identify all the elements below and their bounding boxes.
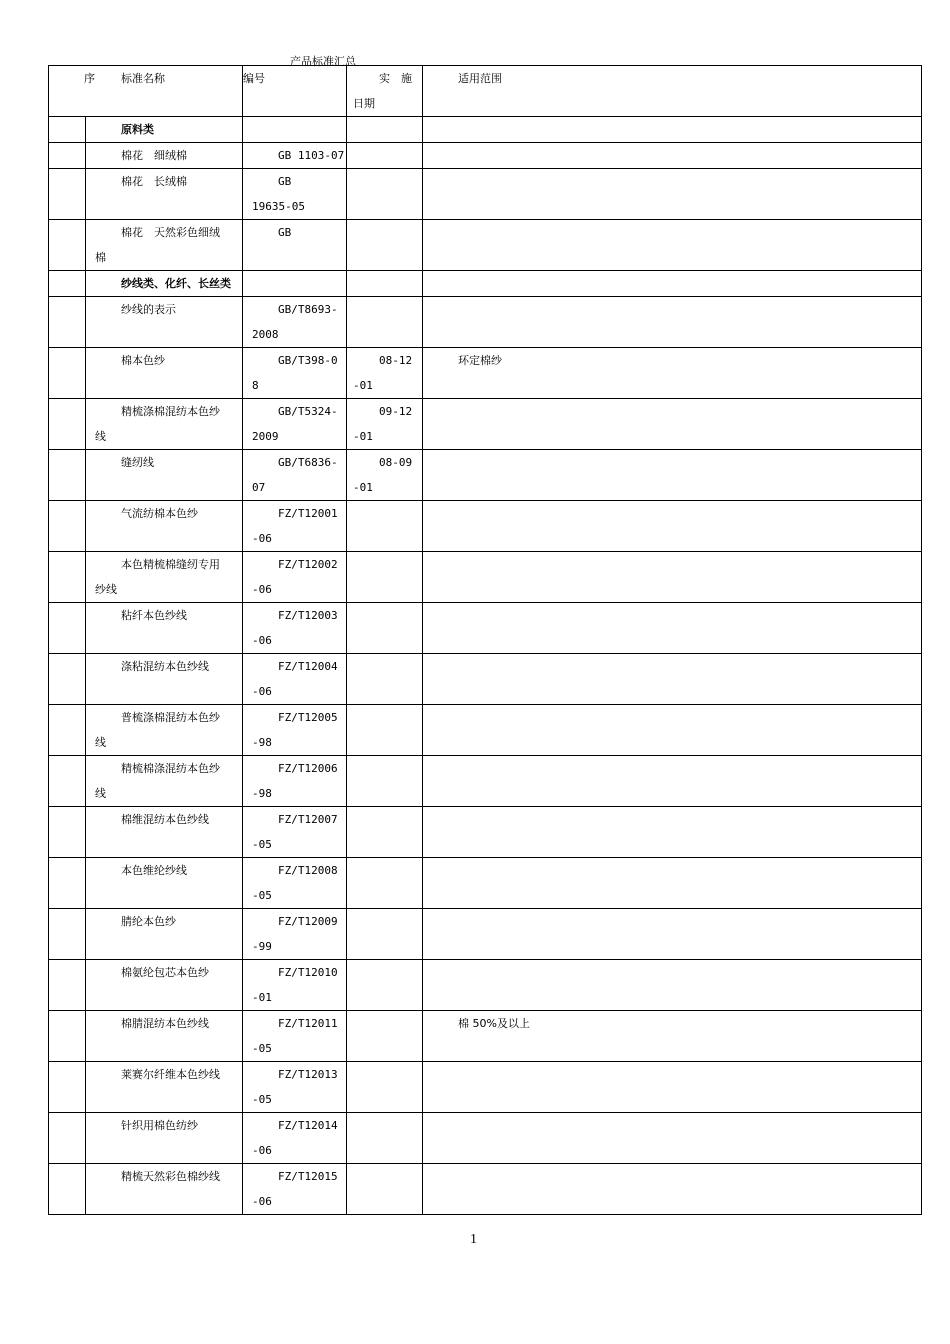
scope	[423, 169, 922, 220]
scope	[423, 705, 922, 756]
standard-name: 本色维纶纱线	[86, 858, 243, 909]
date-cell	[347, 117, 423, 143]
header-code: 编号	[243, 66, 347, 117]
standard-name: 缝纫线	[86, 450, 243, 501]
table-row	[49, 960, 922, 1011]
line-2: 2008	[252, 328, 279, 341]
table-row	[49, 169, 922, 220]
line-2: 线	[95, 736, 106, 749]
line-1: FZ/T12004	[278, 660, 338, 673]
line-2: -06	[252, 634, 272, 647]
scope	[423, 909, 922, 960]
scope	[423, 450, 922, 501]
line-2: -98	[252, 736, 272, 749]
line-1: 棉花 天然彩色细绒	[121, 226, 220, 239]
table-row	[49, 756, 922, 807]
seq-cell	[49, 450, 86, 501]
seq-cell	[49, 654, 86, 705]
seq-cell	[49, 807, 86, 858]
seq-cell	[49, 220, 86, 271]
table-row	[49, 807, 922, 858]
table-row	[49, 1164, 922, 1215]
table-row	[49, 909, 922, 960]
standard-name: 纱线的表示	[86, 297, 243, 348]
line-1: 精梳棉涤混纺本色纱	[121, 762, 220, 775]
table-row	[49, 552, 922, 603]
table-row	[49, 501, 922, 552]
scope	[423, 1164, 922, 1215]
line-2: -05	[252, 838, 272, 851]
line-1: FZ/T12006	[278, 762, 338, 775]
line-1: FZ/T12002	[278, 558, 338, 571]
effective-date	[347, 807, 423, 858]
effective-date	[347, 399, 423, 450]
scope	[423, 220, 922, 271]
standard-name	[86, 399, 243, 450]
header-date-line1: 实 施	[379, 72, 412, 85]
line-1: FZ/T12008	[278, 864, 338, 877]
standard-name: 气流纺棉本色纱	[86, 501, 243, 552]
line-1: FZ/T12015	[278, 1170, 338, 1183]
standard-code	[243, 858, 347, 909]
seq-cell	[49, 960, 86, 1011]
seq-cell	[49, 1062, 86, 1113]
seq-cell	[49, 858, 86, 909]
line-1: GB/T5324-	[278, 405, 338, 418]
table-row	[49, 705, 922, 756]
standard-name: 棉氨纶包芯本色纱	[86, 960, 243, 1011]
standard-name: 棉花 细绒棉	[86, 143, 243, 169]
standard-name	[86, 552, 243, 603]
scope	[423, 552, 922, 603]
standard-name: 棉维混纺本色纱线	[86, 807, 243, 858]
line-2: -05	[252, 1042, 272, 1055]
standard-name	[86, 756, 243, 807]
header-name-cell	[49, 66, 243, 117]
scope	[423, 756, 922, 807]
line-1: 精梳涤棉混纺本色纱	[121, 405, 220, 418]
seq-cell	[49, 1164, 86, 1215]
standard-name: 棉腈混纺本色纱线	[86, 1011, 243, 1062]
line-2: 纱线	[95, 583, 117, 596]
document-title: 产品标准汇总	[290, 55, 356, 68]
line-2: -01	[252, 991, 272, 1004]
scope	[423, 501, 922, 552]
scope	[423, 858, 922, 909]
effective-date	[347, 960, 423, 1011]
line-2: 线	[95, 430, 106, 443]
line-2: 2009	[252, 430, 279, 443]
table-row	[49, 1011, 922, 1062]
table-row	[49, 348, 922, 399]
table-row	[49, 220, 922, 271]
line-1: 08-09	[379, 456, 413, 469]
seq-cell	[49, 603, 86, 654]
table-row	[49, 1113, 922, 1164]
standard-name: 精梳天然彩色棉纱线	[86, 1164, 243, 1215]
line-2: -01	[353, 430, 373, 443]
standard-code	[243, 297, 347, 348]
standard-name	[86, 705, 243, 756]
table-row	[49, 858, 922, 909]
standard-code	[243, 501, 347, 552]
line-1: 普梳涤棉混纺本色纱	[121, 711, 220, 724]
seq-cell	[49, 1011, 86, 1062]
standard-name: 莱赛尔纤维本色纱线	[86, 1062, 243, 1113]
standard-code	[243, 1113, 347, 1164]
header-scope: 适用范围	[423, 66, 922, 117]
line-2: -06	[252, 685, 272, 698]
table-row	[49, 143, 922, 169]
scope	[423, 297, 922, 348]
line-1: GB	[278, 175, 292, 188]
standard-code	[243, 654, 347, 705]
standard-code	[243, 705, 347, 756]
line-2: -01	[353, 481, 373, 494]
effective-date	[347, 1011, 423, 1062]
section-heading: 原料类	[86, 117, 243, 143]
seq-cell	[49, 501, 86, 552]
effective-date	[347, 450, 423, 501]
line-2: -06	[252, 532, 272, 545]
header-date	[347, 66, 423, 117]
line-2: 线	[95, 787, 106, 800]
standard-name: 涤粘混纺本色纱线	[86, 654, 243, 705]
scope: 环定棉纱	[423, 348, 922, 399]
line-1: FZ/T12005	[278, 711, 338, 724]
table-row	[49, 603, 922, 654]
date-cell	[347, 271, 423, 297]
line-1: GB/T8693-	[278, 303, 338, 316]
standard-code: GB 1103-07	[243, 143, 347, 169]
table-row	[49, 399, 922, 450]
seq-cell	[49, 756, 86, 807]
scope	[423, 654, 922, 705]
seq-cell	[49, 169, 86, 220]
header-name: 标准名称	[121, 72, 165, 85]
line-1: GB/T6836-	[278, 456, 338, 469]
line-1: FZ/T12007	[278, 813, 338, 826]
standard-code	[243, 1164, 347, 1215]
line-1: 本色精梳棉缝纫专用	[121, 558, 220, 571]
standard-code	[243, 807, 347, 858]
line-1: FZ/T12011	[278, 1017, 338, 1030]
scope	[423, 1062, 922, 1113]
line-1: 08-12	[379, 354, 413, 367]
code-cell	[243, 117, 347, 143]
standard-name: 棉花 长绒棉	[86, 169, 243, 220]
line-2: 8	[252, 379, 259, 392]
page-number: 1	[470, 1232, 477, 1247]
standards-table	[48, 65, 922, 1215]
standard-name: 针织用棉色纺纱	[86, 1113, 243, 1164]
standard-name: 粘纤本色纱线	[86, 603, 243, 654]
line-2: -98	[252, 787, 272, 800]
section-heading: 纱线类、化纤、长丝类	[86, 271, 243, 297]
scope	[423, 603, 922, 654]
effective-date	[347, 169, 423, 220]
line-1: 09-12	[379, 405, 413, 418]
seq-cell	[49, 909, 86, 960]
line-2: 07	[252, 481, 266, 494]
standard-code	[243, 960, 347, 1011]
scope	[423, 807, 922, 858]
seq-cell	[49, 271, 86, 297]
standard-code	[243, 909, 347, 960]
code-cell	[243, 271, 347, 297]
line-1: FZ/T12010	[278, 966, 338, 979]
effective-date	[347, 501, 423, 552]
effective-date	[347, 297, 423, 348]
seq-cell	[49, 348, 86, 399]
seq-cell	[49, 143, 86, 169]
line-1: GB/T398-0	[278, 354, 338, 367]
scope-cell	[423, 117, 922, 143]
seq-cell	[49, 552, 86, 603]
standard-name: 棉本色纱	[86, 348, 243, 399]
effective-date	[347, 909, 423, 960]
table-row	[49, 297, 922, 348]
effective-date	[347, 348, 423, 399]
line-2: -05	[252, 1093, 272, 1106]
line-1: FZ/T12013	[278, 1068, 338, 1081]
table-row	[49, 1062, 922, 1113]
seq-cell	[49, 1113, 86, 1164]
effective-date	[347, 756, 423, 807]
effective-date	[347, 705, 423, 756]
seq-cell	[49, 297, 86, 348]
line-1: FZ/T12014	[278, 1119, 338, 1132]
line-2: 棉	[95, 251, 106, 264]
effective-date	[347, 603, 423, 654]
line-2: -99	[252, 940, 272, 953]
effective-date	[347, 1113, 423, 1164]
scope-cell	[423, 271, 922, 297]
standard-name	[86, 220, 243, 271]
header-seq: 序	[84, 72, 95, 85]
standard-code: GB	[243, 220, 347, 271]
scope	[423, 399, 922, 450]
standard-code	[243, 169, 347, 220]
standard-name: 腈纶本色纱	[86, 909, 243, 960]
scope	[423, 1113, 922, 1164]
line-2: -06	[252, 583, 272, 596]
header-row	[49, 66, 922, 117]
line-2: -01	[353, 379, 373, 392]
line-2: 19635-05	[252, 200, 305, 213]
effective-date	[347, 552, 423, 603]
effective-date	[347, 220, 423, 271]
line-2: -06	[252, 1144, 272, 1157]
effective-date	[347, 1164, 423, 1215]
standard-code	[243, 603, 347, 654]
section-row	[49, 271, 922, 297]
line-1: FZ/T12001	[278, 507, 338, 520]
standard-code	[243, 399, 347, 450]
scope	[423, 960, 922, 1011]
standard-code	[243, 1011, 347, 1062]
seq-cell	[49, 705, 86, 756]
seq-cell	[49, 117, 86, 143]
standard-code	[243, 450, 347, 501]
standard-code	[243, 552, 347, 603]
standard-code	[243, 348, 347, 399]
table-row	[49, 450, 922, 501]
line-2: -06	[252, 1195, 272, 1208]
effective-date	[347, 1062, 423, 1113]
scope: 棉 50%及以上	[423, 1011, 922, 1062]
line-1: FZ/T12003	[278, 609, 338, 622]
effective-date	[347, 654, 423, 705]
line-1: FZ/T12009	[278, 915, 338, 928]
section-row	[49, 117, 922, 143]
header-date-line2: 日期	[353, 97, 375, 110]
standard-code	[243, 756, 347, 807]
line-2: -05	[252, 889, 272, 902]
standard-code	[243, 1062, 347, 1113]
table-row	[49, 654, 922, 705]
effective-date	[347, 143, 423, 169]
seq-cell	[49, 399, 86, 450]
effective-date	[347, 858, 423, 909]
scope	[423, 143, 922, 169]
